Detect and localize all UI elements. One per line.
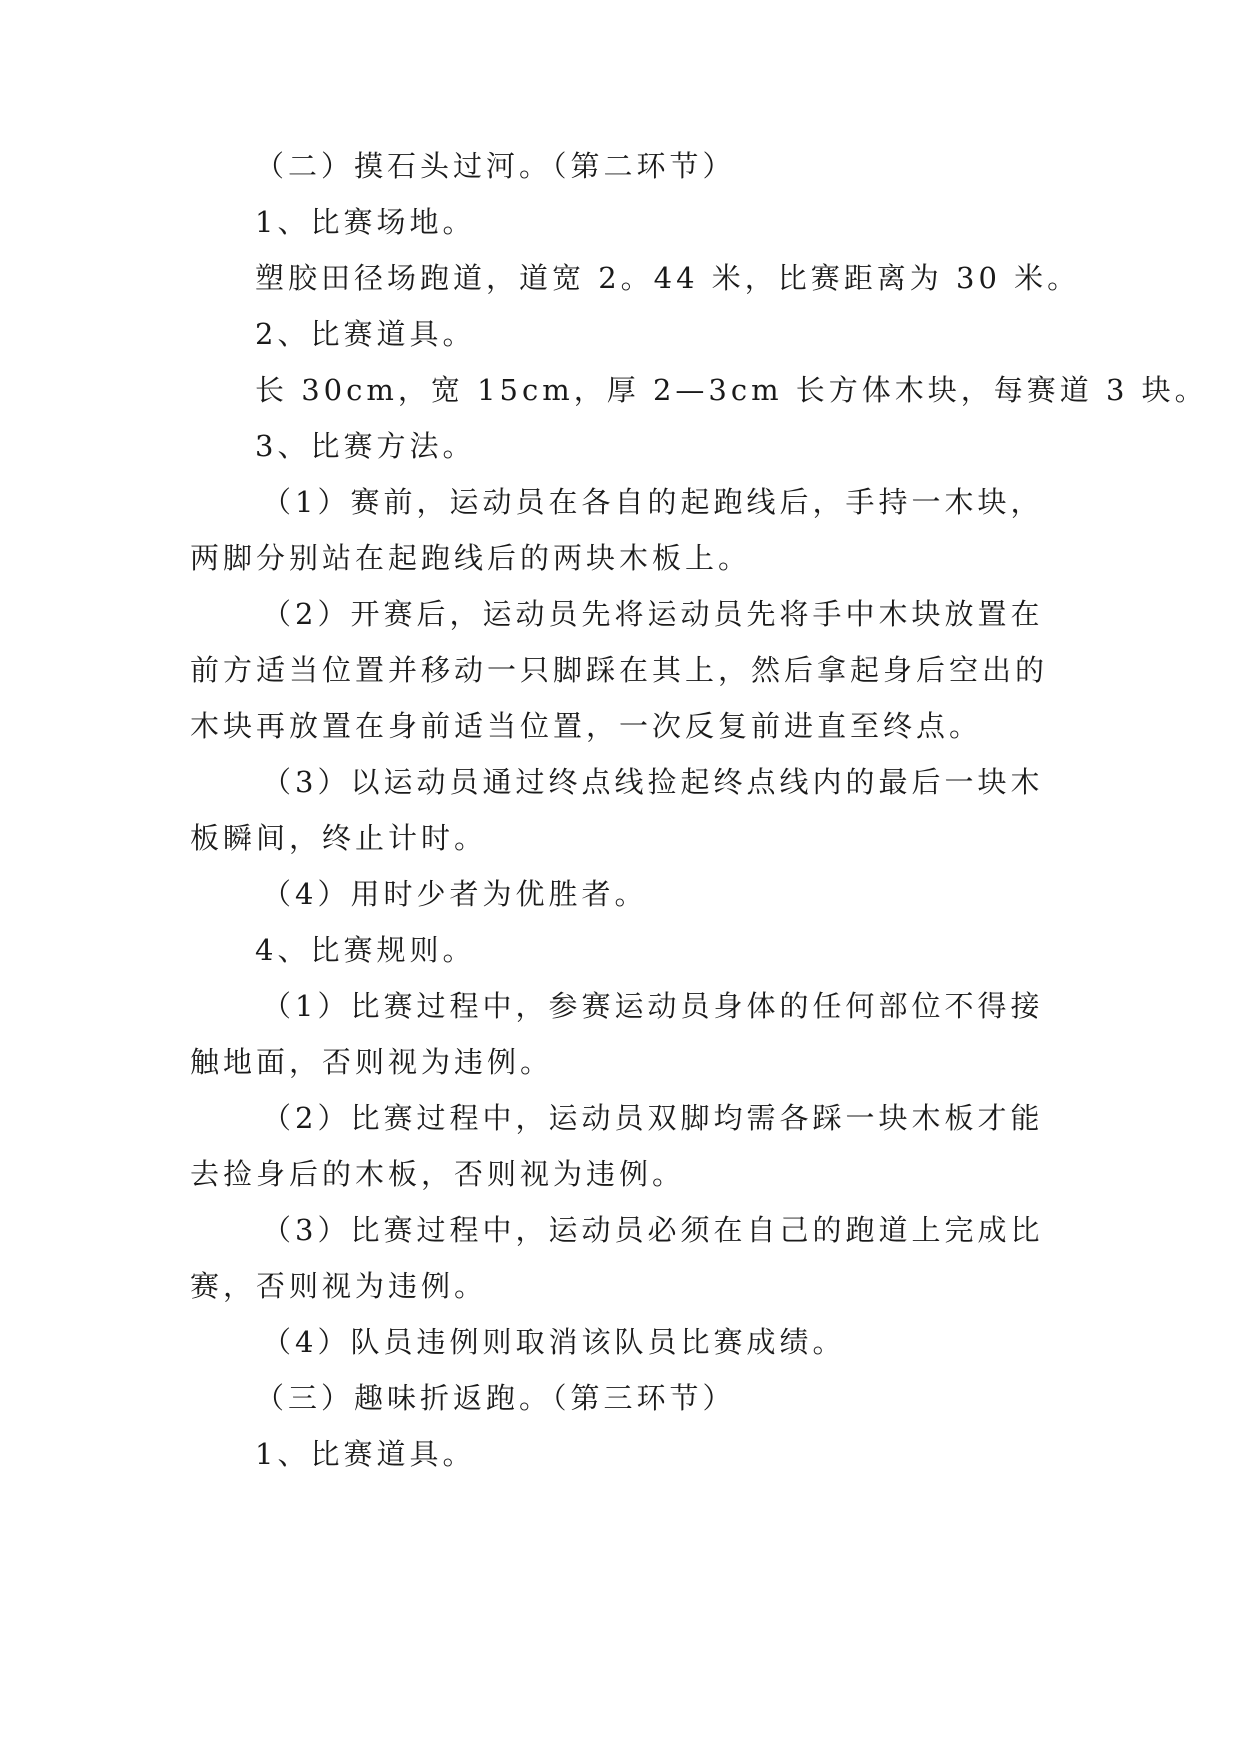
paragraph-equipment: 长 30cm，宽 15cm，厚 2—3cm 长方体木块，每赛道 3 块。 [255,373,1208,407]
subheading-equipment-3: 1、比赛道具。 [255,1437,476,1471]
rule-item-4: （4）队员违例则取消该队员比赛成绩。 [262,1325,846,1359]
rule-item-3-cont: 赛，否则视为违例。 [190,1269,488,1303]
method-item-1: （1）赛前，运动员在各自的起跑线后，手持一木块， [262,485,1044,519]
method-item-2: （2）开赛后，运动员先将运动员先将手中木块放置在 [262,597,1044,631]
rule-item-2: （2）比赛过程中，运动员双脚均需各踩一块木板才能 [262,1101,1044,1135]
method-item-1-cont: 两脚分别站在起跑线后的两块木板上。 [190,541,752,575]
subheading-method: 3、比赛方法。 [255,429,476,463]
method-item-4: （4）用时少者为优胜者。 [262,877,648,911]
rule-item-3: （3）比赛过程中，运动员必须在自己的跑道上完成比 [262,1213,1044,1247]
method-item-3-cont: 板瞬间，终止计时。 [190,821,488,855]
subheading-rules: 4、比赛规则。 [255,933,476,967]
rule-item-2-cont: 去捡身后的木板，否则视为违例。 [190,1157,686,1191]
subheading-equipment: 2、比赛道具。 [255,317,476,351]
method-item-2-cont-1: 前方适当位置并移动一只脚踩在其上，然后拿起身后空出的 [190,653,1049,687]
subheading-venue: 1、比赛场地。 [255,205,476,239]
paragraph-venue: 塑胶田径场跑道，道宽 2。44 米，比赛距离为 30 米。 [255,261,1081,295]
section-heading-2: （二）摸石头过河。（第二环节） [255,149,736,183]
method-item-3: （3）以运动员通过终点线捡起终点线内的最后一块木 [262,765,1044,799]
rule-item-1: （1）比赛过程中，参赛运动员身体的任何部位不得接 [262,989,1044,1023]
rule-item-1-cont: 触地面，否则视为违例。 [190,1045,554,1079]
section-heading-3: （三）趣味折返跑。（第三环节） [255,1381,736,1415]
method-item-2-cont-2: 木块再放置在身前适当位置，一次反复前进直至终点。 [190,709,983,743]
